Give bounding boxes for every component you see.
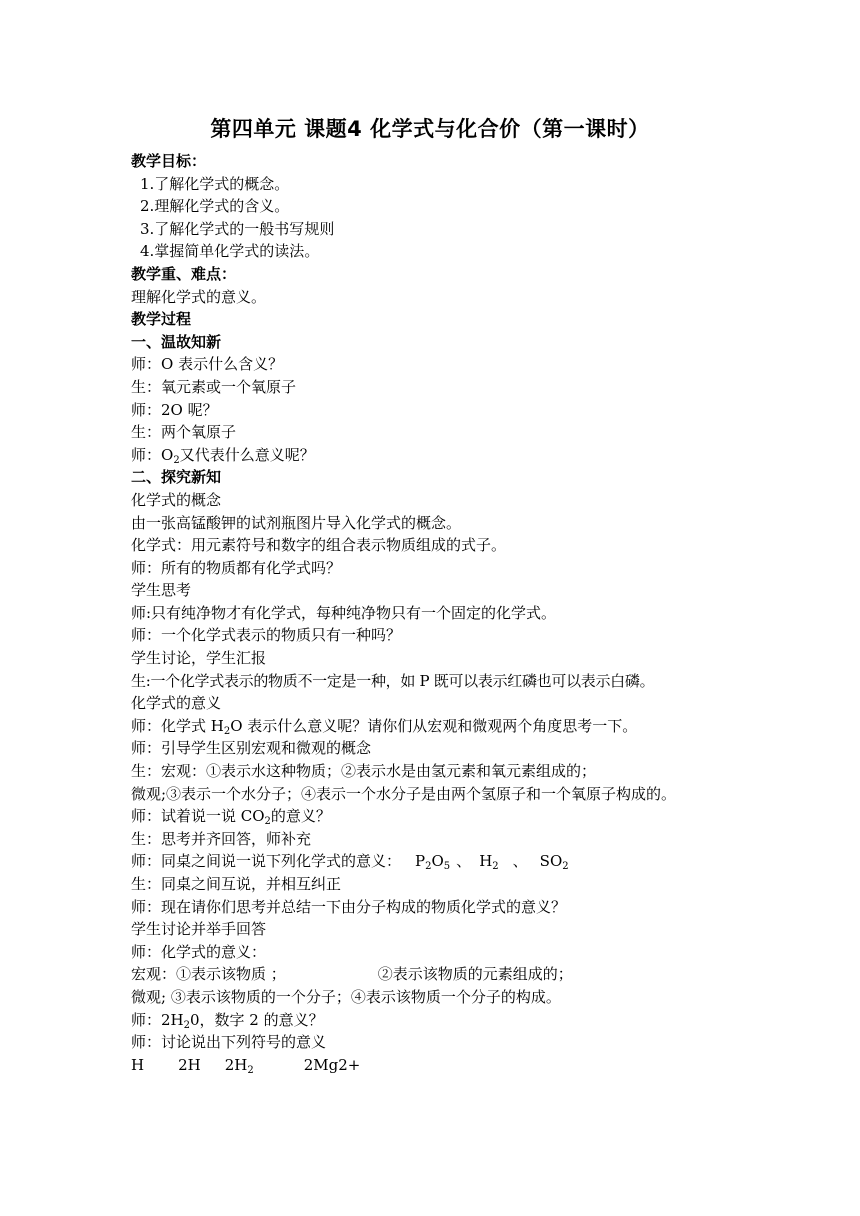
section1-heading: 一、温故知新 [131,332,222,351]
process-heading: 教学过程 [131,310,192,329]
symbol-2h: 2H [178,1055,201,1074]
dialogue-line: 生：思考并齐回答，师补充 [131,829,312,848]
formula-h2: $H_2$ [479,852,499,873]
dialogue-line: 师：2O 呢？ [131,400,218,419]
dialogue-line: 师:只有纯净物才有化学式，每种纯净物只有一个固定的化学式。 [131,603,557,622]
dialogue-line: 化学式：用元素符号和数字的组合表示物质组成的式子。 [131,536,507,555]
dialogue-line: 师：化学式 $H_2O$ 表示什么意义呢？请你们从宏观和微观两个角度思考一下。 [131,716,638,737]
formula-p2o5: $P_2O_5$ [415,852,451,873]
goals-heading: 教学目标： [131,152,207,170]
dialogue-line: 师：所有的物质都有化学式吗？ [131,558,342,577]
dialogue-line: 生：同桌之间互说，并相互纠正 [131,875,342,893]
dialogue-line: 学生思考 [131,581,192,600]
dialogue-line: 生：氧元素或一个氧原子 [131,377,297,396]
goal-item: 3.了解化学式的一般书写规则 [140,219,335,238]
dialogue-line: 生：两个氧原子 [131,423,237,442]
dialogue-line: 师：$O_2$又代表什么意义呢？ [131,445,315,466]
dialogue-line: 师：O 表示什么含义？ [131,355,284,374]
dialogue-line: 生:一个化学式表示的物质不一定是一种，如 P 既可以表示红磷也可以表示白磷。 [131,671,655,690]
symbol-2h2: $2H_2$ [224,1055,254,1076]
dialogue-line: 师：讨论说出下列符号的意义 [131,1033,327,1052]
document-body [131,150,741,1076]
dialogue-line: 师：$2H_20$，数字 2 的意义？ [131,1010,324,1031]
key-points-heading: 教学重、难点： [131,264,237,283]
dialogue-line: 微观; ③表示该物质的一个分子；④表示该物质一个分子的构成。 [131,987,561,1006]
section2-heading: 二、探究新知 [131,468,222,487]
dialogue-line: 师：一个化学式表示的物质只有一种吗？ [131,626,402,645]
subheading: 化学式的概念 [131,490,222,509]
subheading: 化学式的意义 [131,694,222,713]
goal-item: 1.了解化学式的概念。 [140,174,290,193]
dialogue-line: 生：宏观：①表示水这种物质；②表示水是由氢元素和氧元素组成的； [131,762,597,781]
symbol-2mg2plus: 2Mg2+ [303,1055,361,1074]
dialogue-line: 由一张高锰酸钾的试剂瓶图片导入化学式的概念。 [131,513,462,532]
dialogue-line: 宏观：①表示该物质 ； ②表示该物质的元素组成的； [131,965,573,984]
goal-item: 4.掌握简单化学式的读法。 [140,242,320,261]
dialogue-line: 师：化学式的意义： [131,942,267,961]
page-title: 第四单元 课题4 化学式与化合价（第一课时） [210,117,650,141]
symbol-row [131,1054,741,1077]
dialogue-line: 师：试着说一说 $CO_2$的意义？ [131,807,331,828]
dialogue-line: 师：现在请你们思考并总结一下由分子构成的物质化学式的意义？ [131,897,567,916]
dialogue-line: 学生讨论，学生汇报 [131,649,267,668]
formula-so2: $SO_2$ [539,852,569,873]
goal-item: 2.理解化学式的含义。 [140,197,290,216]
dialogue-line: 师：引导学生区别宏观和微观的概念 [131,739,372,758]
dialogue-line: 微观;③表示一个水分子；④表示一个水分子是由两个氢原子和一个氧原子构成的。 [131,784,677,803]
dialogue-line: 师：同桌之间说一说下列化学式的意义： $P_2O_5$ 、 $H_2$ 、 $SO_2$ [131,852,569,873]
dialogue-line: 学生讨论并举手回答 [131,920,267,939]
key-points-text: 理解化学式的意义。 [131,287,267,306]
symbol-h: H [131,1055,145,1074]
